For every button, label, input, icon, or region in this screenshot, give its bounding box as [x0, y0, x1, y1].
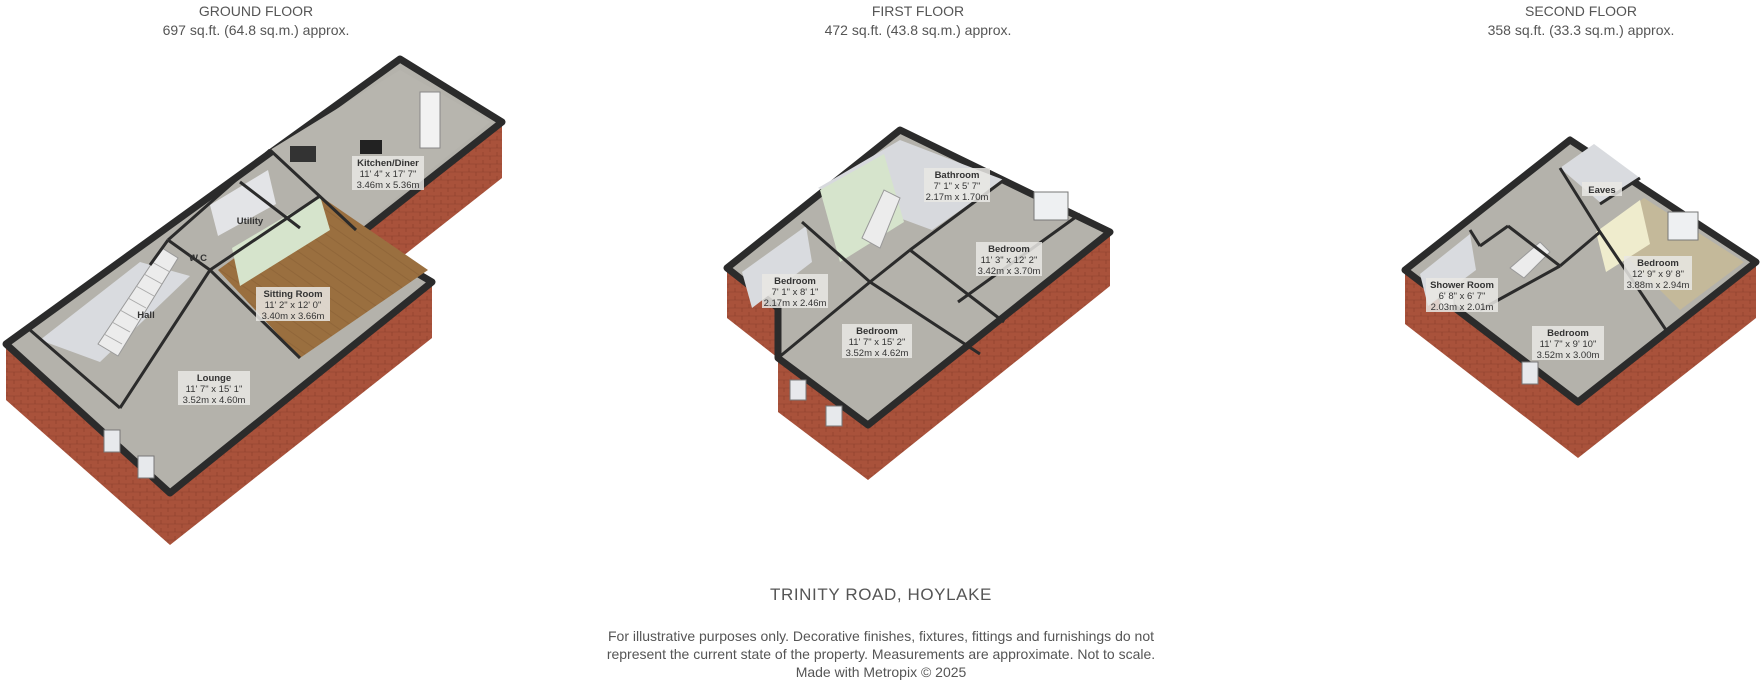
second-floor-title: SECOND FLOOR	[1524, 3, 1637, 19]
shower-room-imperial: 6' 8" x 6' 7"	[1438, 291, 1486, 302]
sf-bedroom-right-metric: 3.88m x 2.94m	[1626, 280, 1690, 291]
bathroom-metric: 2.17m x 1.70m	[925, 192, 989, 203]
disclaimer-line-3: Made with Metropix © 2025	[795, 664, 967, 680]
sf-window-3	[1668, 212, 1698, 240]
sitting-room-name: Sitting Room	[263, 289, 323, 300]
second-floor-plan	[1405, 140, 1756, 458]
wc-name: W.C	[189, 253, 207, 264]
ff-bedroom-front-name: Bedroom	[856, 326, 898, 337]
property-address: TRINITY ROAD, HOYLAKE	[770, 585, 992, 604]
ff-bedroom-left-imperial: 7' 1" x 8' 1"	[771, 287, 819, 298]
ground-floor-area: 697 sq.ft. (64.8 sq.m.) approx.	[162, 22, 350, 38]
ff-bedroom-right-imperial: 11' 3" x 12' 2"	[980, 255, 1038, 266]
bathroom-name: Bathroom	[934, 170, 980, 181]
ff-bedroom-left-metric: 2.17m x 2.46m	[763, 298, 827, 309]
sf-bedroom-front-metric: 3.52m x 3.00m	[1536, 350, 1600, 361]
lounge-imperial: 11' 7" x 15' 1"	[185, 384, 243, 395]
first-floor-plan	[727, 130, 1110, 480]
shower-room-metric: 2.03m x 2.01m	[1430, 302, 1494, 313]
disclaimer-line-1: For illustrative purposes only. Decorative finishes, fixtures, fittings and furnishings do not	[608, 628, 1154, 644]
bathroom-imperial: 7' 1" x 5' 7"	[933, 181, 981, 192]
kitchen-door	[420, 92, 440, 148]
ff-bedroom-front-imperial: 11' 7" x 15' 2"	[848, 337, 906, 348]
kitchen-counter	[290, 146, 316, 162]
sitting-room-metric: 3.40m x 3.66m	[261, 311, 325, 322]
disclaimer	[0, 627, 1762, 681]
sf-bedroom-right-name: Bedroom	[1637, 258, 1679, 269]
ff-bedroom-right-metric: 3.42m x 3.70m	[977, 266, 1041, 277]
kitchen-imperial: 11' 4" x 17' 7"	[359, 169, 417, 180]
shower-room-name: Shower Room	[1430, 280, 1494, 291]
lounge-window-1	[104, 430, 120, 452]
ground-floor-plan	[6, 59, 502, 545]
ff-bedroom-right-name: Bedroom	[988, 244, 1030, 255]
hall-name: Hall	[137, 310, 155, 321]
kitchen-name: Kitchen/Diner	[357, 158, 419, 169]
lounge-window-2	[138, 456, 154, 478]
first-window-2	[826, 406, 842, 426]
lounge-name: Lounge	[196, 373, 232, 384]
disclaimer-line-2: represent the current state of the property. Measurements are approximate. Not to scale.	[606, 646, 1156, 662]
sitting-room-imperial: 11' 2" x 12' 0"	[264, 300, 322, 311]
lounge-metric: 3.52m x 4.60m	[182, 395, 246, 406]
ff-bedroom-left-name: Bedroom	[774, 276, 816, 287]
first-window-1	[790, 380, 806, 400]
eaves-name: Eaves	[1588, 185, 1616, 196]
ground-floor-title: GROUND FLOOR	[198, 3, 314, 19]
sf-bedroom-right-imperial: 12' 9" x 9' 8"	[1631, 269, 1685, 280]
ff-bedroom-front-metric: 3.52m x 4.62m	[845, 348, 909, 359]
kitchen-metric: 3.46m x 5.36m	[356, 180, 420, 191]
sf-bedroom-front-imperial: 11' 7" x 9' 10"	[1539, 339, 1597, 350]
second-floor-area: 358 sq.ft. (33.3 sq.m.) approx.	[1487, 22, 1675, 38]
first-floor-title: FIRST FLOOR	[871, 3, 965, 19]
sf-window-1	[1522, 362, 1538, 384]
sf-bedroom-front-name: Bedroom	[1547, 328, 1589, 339]
utility-name: Utility	[236, 216, 264, 227]
kitchen-hob	[360, 140, 382, 154]
first-window-3	[1034, 192, 1068, 220]
first-floor-area: 472 sq.ft. (43.8 sq.m.) approx.	[824, 22, 1012, 38]
